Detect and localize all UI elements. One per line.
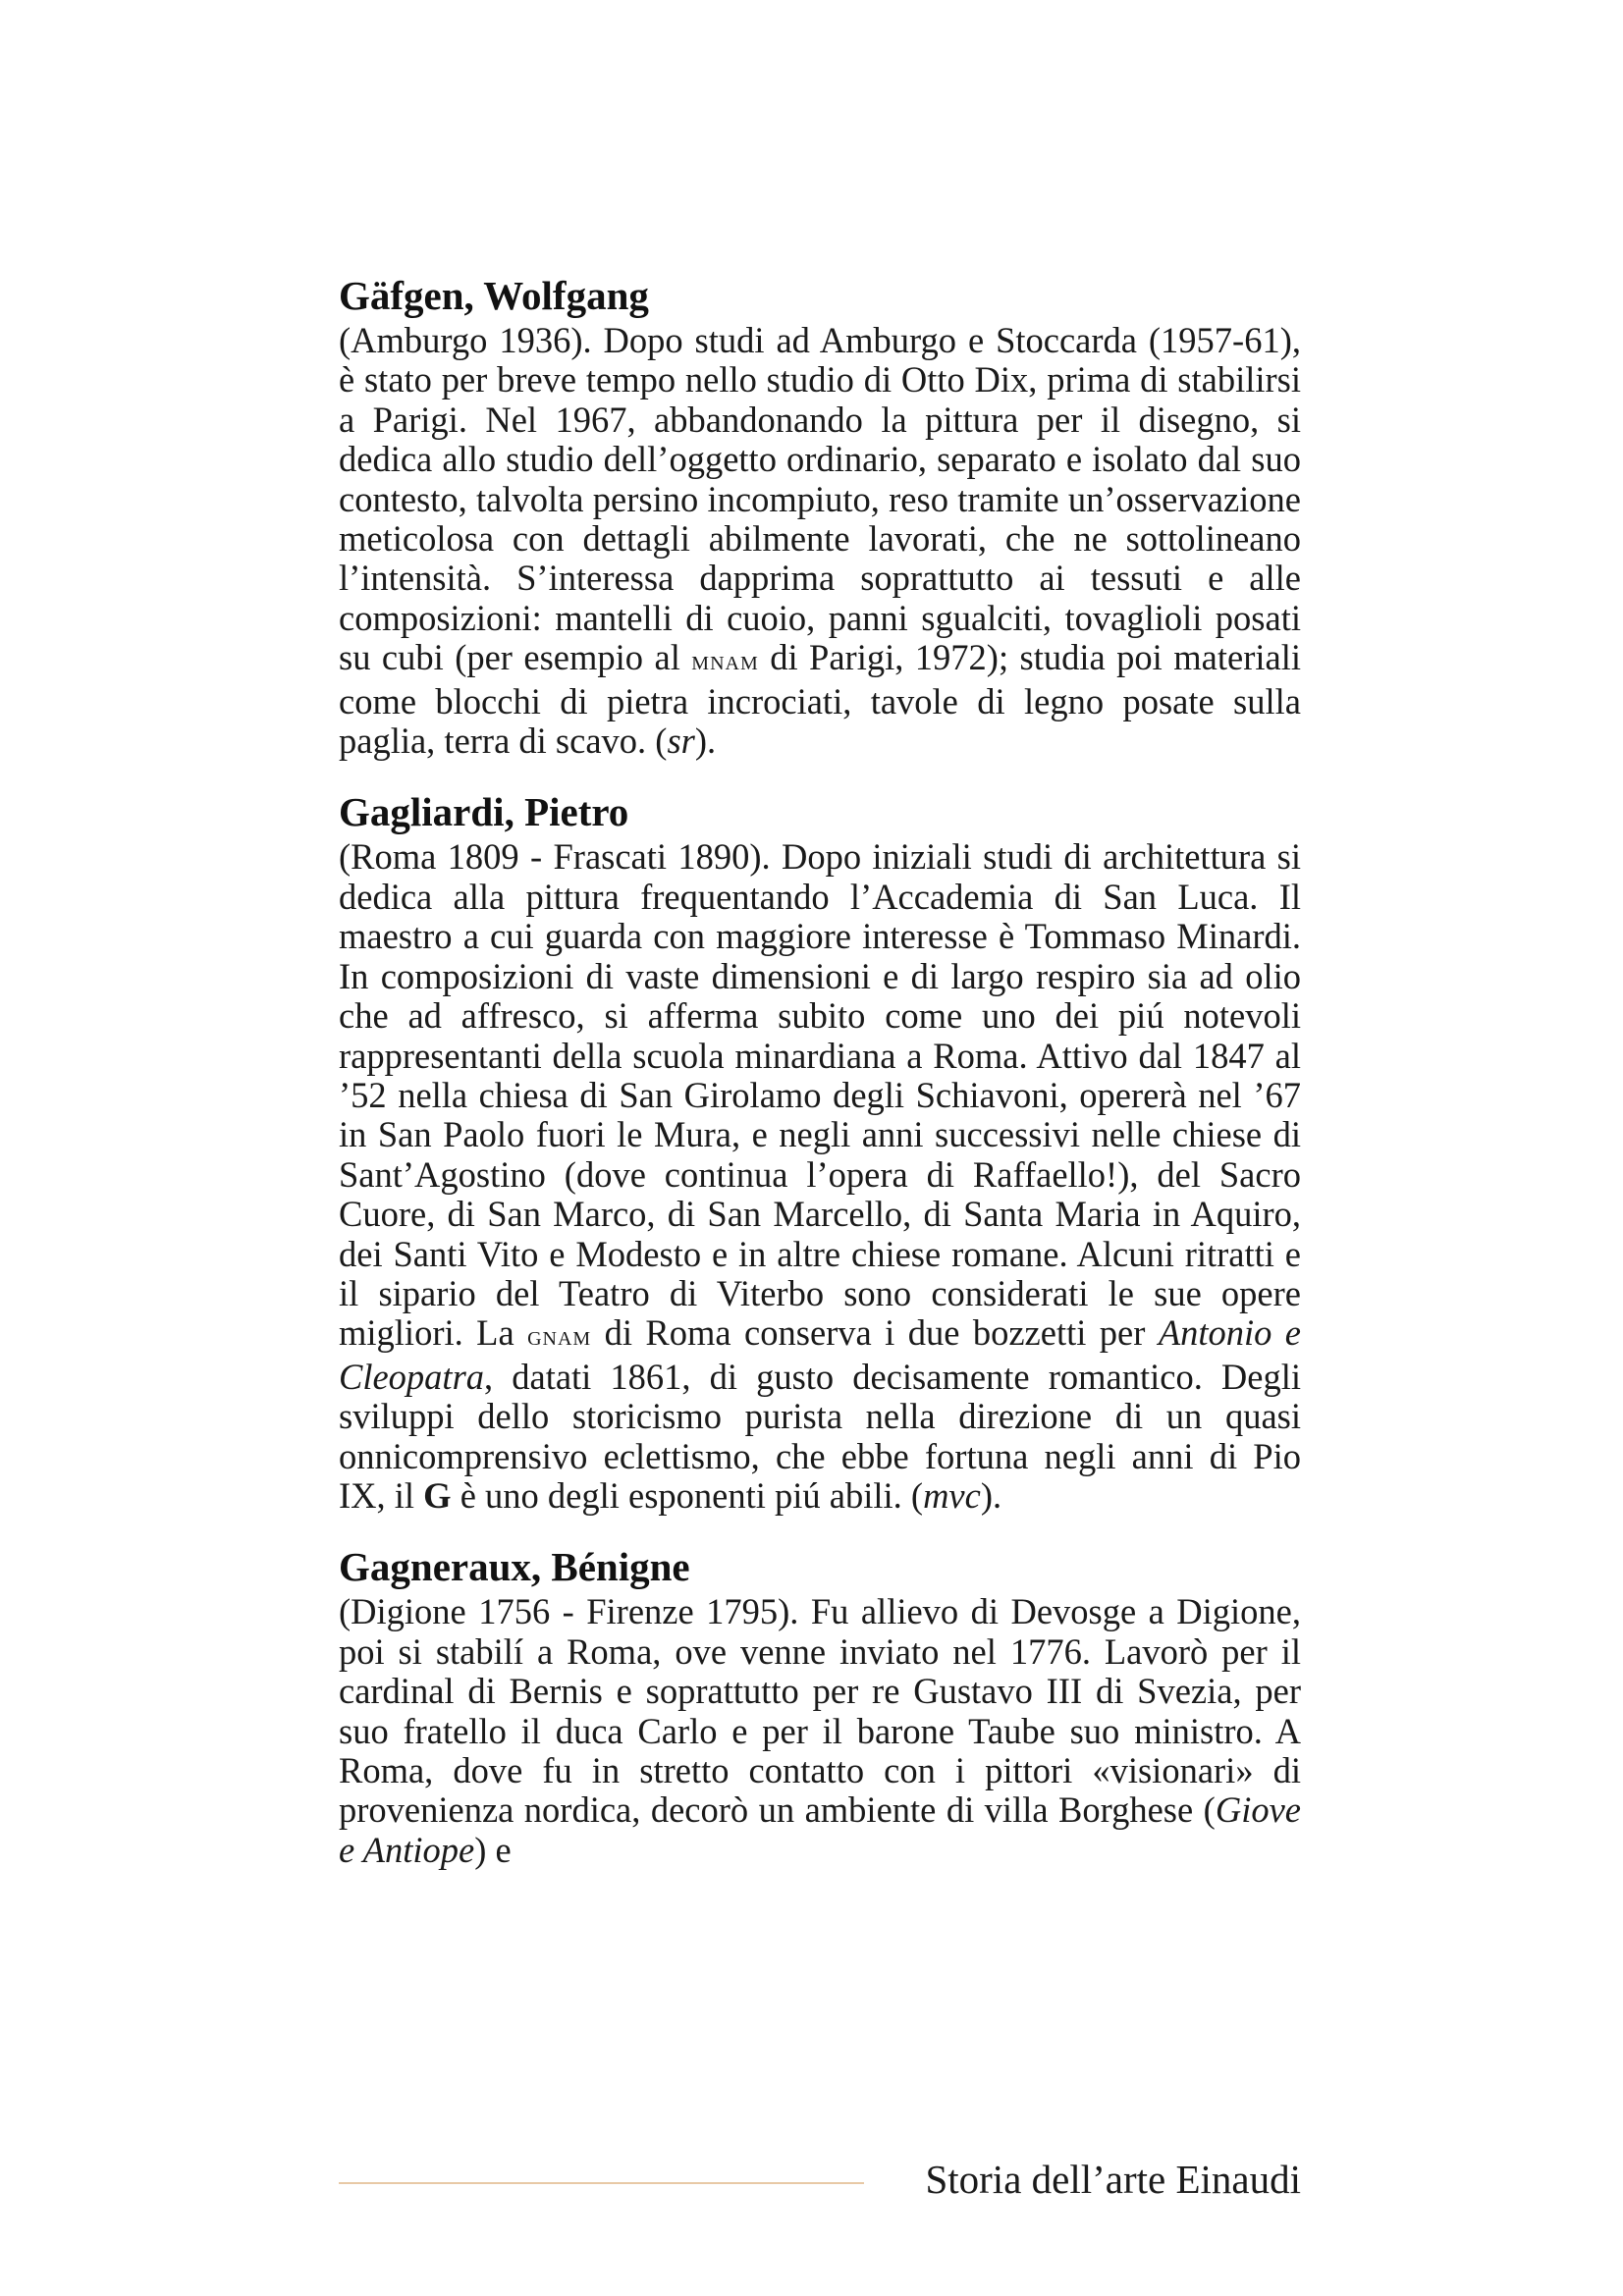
entry-body bbox=[339, 1592, 1301, 1870]
body-text: ) e bbox=[474, 1829, 512, 1870]
body-text: è uno degli esponenti piú abili. ( bbox=[451, 1474, 924, 1516]
author-initials: sr bbox=[667, 721, 695, 762]
text-column bbox=[339, 270, 1301, 1896]
entry-title: Gagliardi, Pietro bbox=[339, 789, 629, 835]
body-text: ). bbox=[980, 1474, 1002, 1516]
body-text: (Amburgo 1936). Dopo studi ad Amburgo e Stoccarda (1957-61), è stato per breve tempo nello studio di Otto Dix, prima di stabilirsi a Parigi. Nel 1967, abbandonando la pittura per il disegno, si dedica allo studio dell’oggetto ordinario, separato e isolato dal suo contesto, talvolta persino incompiuto, reso tramite un’osservazione meticolosa con dettagli abilmente lavorati, che ne sottolineano l’intensità. S’interessa dapprima soprattutto ai tessuti e alle composizioni: mantelli di cuoio, panni sgualciti, tovaglioli posati su cubi (per esempio al bbox=[339, 320, 1301, 678]
artwork-title: Antonio e Cleopatra bbox=[339, 1312, 1302, 1397]
entry-gagliardi bbox=[339, 786, 1301, 1516]
body-text: di Parigi, 1972); studia poi materiali come blocchi di pietra incrociati, tavole di legno posate sulla paglia, terra di scavo. ( bbox=[339, 637, 1301, 762]
entry-title: Gagneraux, Bénigne bbox=[339, 1544, 690, 1590]
entry-body bbox=[339, 837, 1301, 1516]
author-initials: mvc bbox=[923, 1474, 981, 1516]
entry-title: Gäfgen, Wolfgang bbox=[339, 273, 649, 318]
subject-initial: G bbox=[423, 1474, 452, 1516]
body-text: (Roma 1809 - Frascati 1890). Dopo iniziali studi di architettura si dedica alla pittura frequentando l’Accademia di San Luca. Il maestro a cui guarda con maggiore interesse è Tommaso Minardi. In composizioni di vaste dimensioni e di largo respiro sia ad olio che ad affresco, si afferma subito come uno dei piú notevoli rappresentanti della scuola minardiana a Roma. Attivo dal 1847 al ’52 nella chiesa di San Girolamo degli Schiavoni, opererà nel ’67 in San Paolo fuori le Mura, e negli anni successivi nelle chiese di Sant’Agostino (dove continua l’opera di Raffaello!), del Sacro Cuore, di San Marco, di San Marcello, di Santa Maria in Aquiro, dei Santi Vito e Modesto e in altre chiese romane. Alcuni ritratti e il sipario del Teatro di Viterbo sono considerati le sue opere migliori. La bbox=[339, 836, 1301, 1354]
artwork-title: Giove e Antiope bbox=[339, 1789, 1301, 1870]
abbreviation-mnam: mnam bbox=[691, 646, 759, 677]
footer-divider bbox=[339, 2182, 864, 2184]
abbreviation-gnam: gnam bbox=[527, 1321, 592, 1353]
entry-gafgen bbox=[339, 270, 1301, 761]
body-text: di Roma conserva i due bozzetti per bbox=[591, 1312, 1159, 1354]
footer-publisher: Storia dell’arte Einaudi bbox=[925, 2157, 1301, 2202]
body-text: , datati 1861, di gusto decisamente romantico. Degli sviluppi dello storicismo purista nella direzione di un quasi onnicomprensivo eclettismo, che ebbe fortuna negli anni di Pio IX, il bbox=[339, 1356, 1301, 1516]
entry-body bbox=[339, 321, 1301, 761]
body-text: (Digione 1756 - Firenze 1795). Fu allievo di Devosge a Digione, poi si stabilí a Roma, ove venne inviato nel 1776. Lavorò per il cardinal di Bernis e soprattutto per re Gustavo III di Svezia, per suo fratello il duca Carlo e per il barone Taube suo ministro. A Roma, dove fu in stretto contatto con i pittori «visionari» di provenienza nordica, decorò un ambiente di villa Borghese ( bbox=[339, 1591, 1301, 1831]
entry-gagneraux bbox=[339, 1541, 1301, 1870]
body-text: ). bbox=[694, 721, 717, 762]
